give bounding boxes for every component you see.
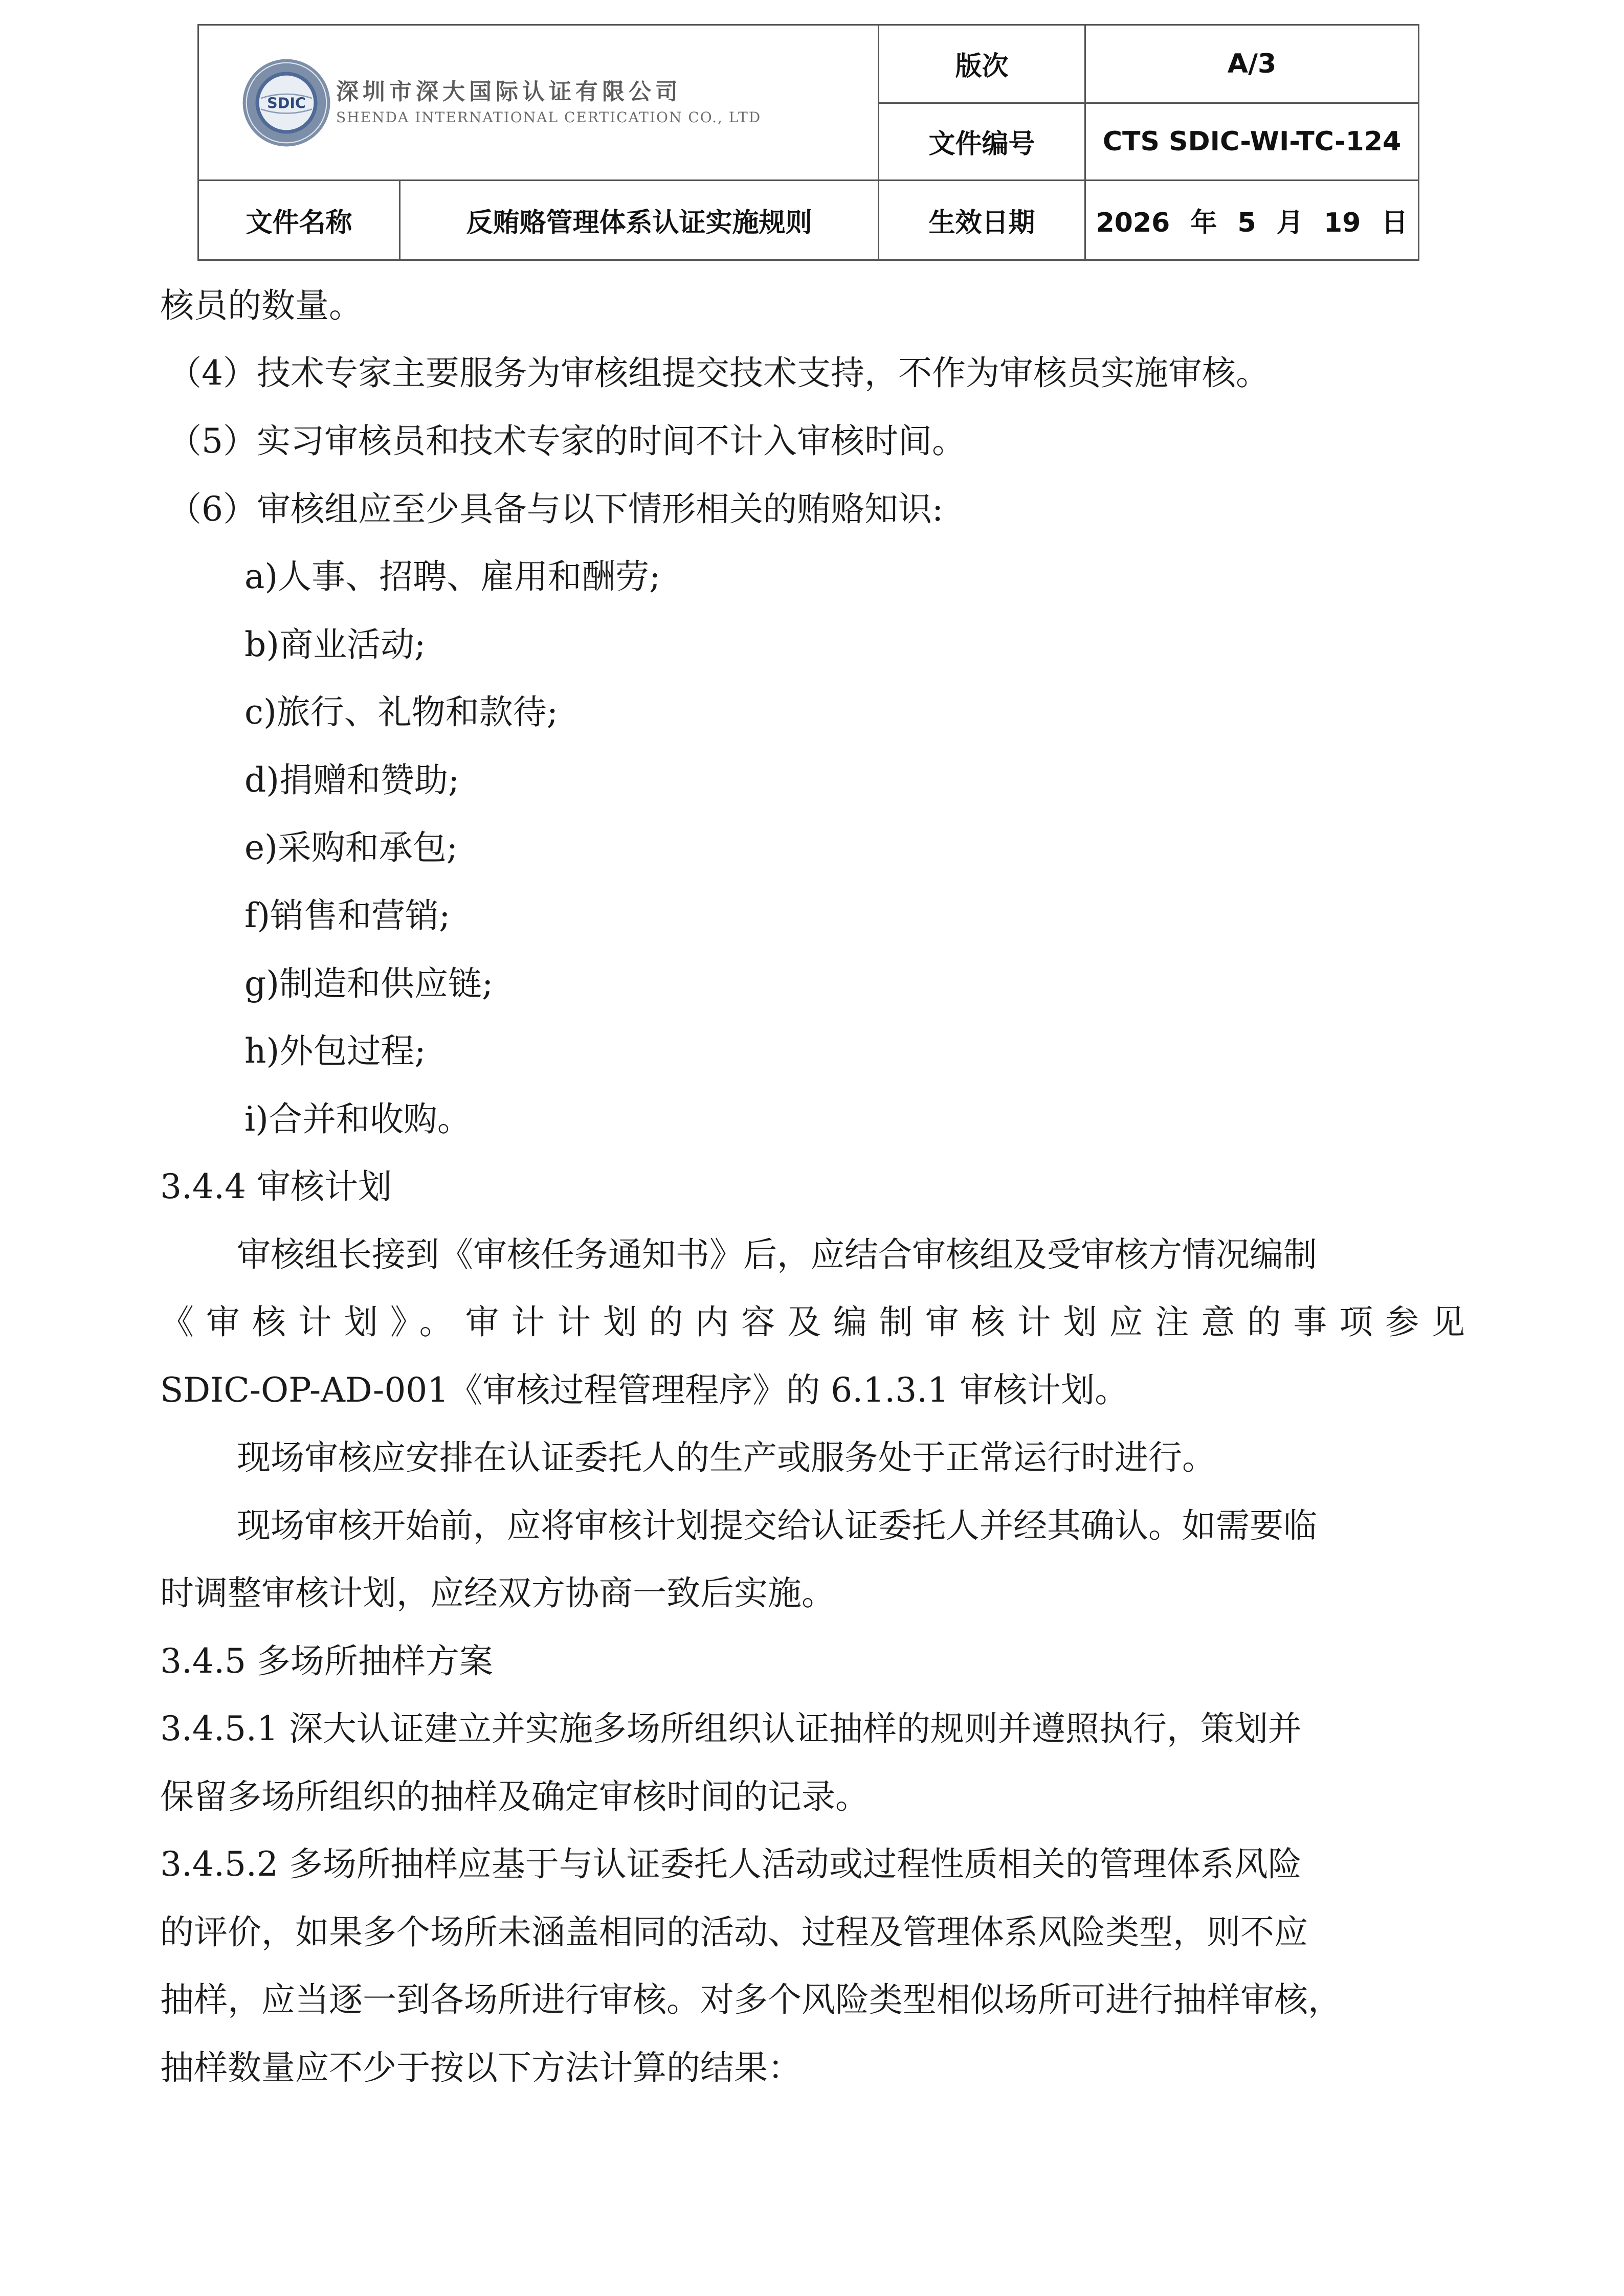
version-label: 版次 (879, 25, 1085, 103)
sub-item-c: c)旅行、礼物和款待; (244, 692, 558, 732)
sub-item-i: i)合并和收购。 (244, 1099, 471, 1139)
company-name-cn: 深圳市深大国际认证有限公司 (336, 79, 682, 105)
paragraph-line: 3.4.5.1 深大认证建立并实施多场所组织认证抽样的规则并遵照执行，策划并 (160, 1709, 1302, 1748)
version-value: A/3 (1085, 25, 1419, 103)
doc-name-value: 反贿赂管理体系认证实施规则 (400, 181, 879, 260)
paragraph-line: 《审核计划》。审计计划的内容及编制审核计划应注意的事项参见 (160, 1302, 1465, 1342)
sub-item-b: b)商业活动; (244, 625, 426, 664)
paragraph-line: SDIC-OP-AD-001《审核过程管理程序》的 6.1.3.1 审核计划。 (160, 1370, 1129, 1410)
effective-date-label: 生效日期 (879, 181, 1085, 260)
effective-month: 5 (1237, 208, 1256, 239)
section-heading-3-4-4: 3.4.4 审核计划 (160, 1167, 392, 1206)
company-logo-cell (198, 25, 879, 181)
sub-item-g: g)制造和供应链; (244, 964, 494, 1003)
paragraph-line: 抽样数量应不少于按以下方法计算的结果： (160, 2048, 802, 2087)
list-item-5: （5）实习审核员和技术专家的时间不计入审核时间。 (168, 421, 966, 461)
effective-month-unit: 月 (1276, 208, 1303, 239)
paragraph-line: 现场审核开始前，应将审核计划提交给认证委托人并经其确认。如需要临 (237, 1506, 1317, 1545)
list-item-4: （4）技术专家主要服务为审核组提交技术支持，不作为审核员实施审核。 (168, 353, 1270, 393)
doc-number-value: CTS SDIC-WI-TC-124 (1085, 103, 1419, 181)
sub-item-e: e)采购和承包; (244, 828, 458, 867)
sub-item-a: a)人事、招聘、雇用和酬劳; (244, 557, 661, 596)
section-heading-3-4-5: 3.4.5 多场所抽样方案 (160, 1641, 493, 1681)
company-name-en: SHENDA INTERNATIONAL CERTICATION CO., LTD (336, 109, 762, 126)
paragraph-line: 抽样，应当逐一到各场所进行审核。对多个风险类型相似场所可进行抽样审核， (160, 1980, 1342, 2019)
paragraph-line: 现场审核应安排在认证委托人的生产或服务处于正常运行时进行。 (237, 1438, 1216, 1477)
svg-text:SDIC: SDIC (267, 95, 306, 112)
paragraph-line: 审核组长接到《审核任务通知书》后，应结合审核组及受审核方情况编制 (237, 1235, 1317, 1274)
effective-day-unit: 日 (1381, 208, 1408, 239)
doc-number-label: 文件编号 (879, 103, 1085, 181)
sub-item-f: f)销售和营销; (244, 896, 451, 935)
body-line: 核员的数量。 (160, 286, 363, 325)
sub-item-d: d)捐赠和赞助; (244, 760, 460, 800)
paragraph-line: 时调整审核计划，应经双方协商一致后实施。 (160, 1573, 835, 1613)
company-seal-logo (241, 57, 332, 148)
paragraph-line: 3.4.5.2 多场所抽样应基于与认证委托人活动或过程性质相关的管理体系风险 (160, 1844, 1302, 1884)
effective-day: 19 (1323, 208, 1361, 239)
document-header-table (197, 24, 1419, 261)
paragraph-line: 的评价，如果多个场所未涵盖相同的活动、过程及管理体系风险类型，则不应 (160, 1912, 1308, 1952)
effective-date-value (1085, 181, 1419, 260)
paragraph-line: 保留多场所组织的抽样及确定审核时间的记录。 (160, 1777, 869, 1816)
effective-year-unit: 年 (1190, 208, 1217, 239)
sub-item-h: h)外包过程; (244, 1031, 426, 1071)
list-item-6: （6）审核组应至少具备与以下情形相关的贿赂知识: (168, 489, 944, 529)
doc-name-label: 文件名称 (198, 181, 400, 260)
effective-year: 2026 (1096, 208, 1170, 239)
